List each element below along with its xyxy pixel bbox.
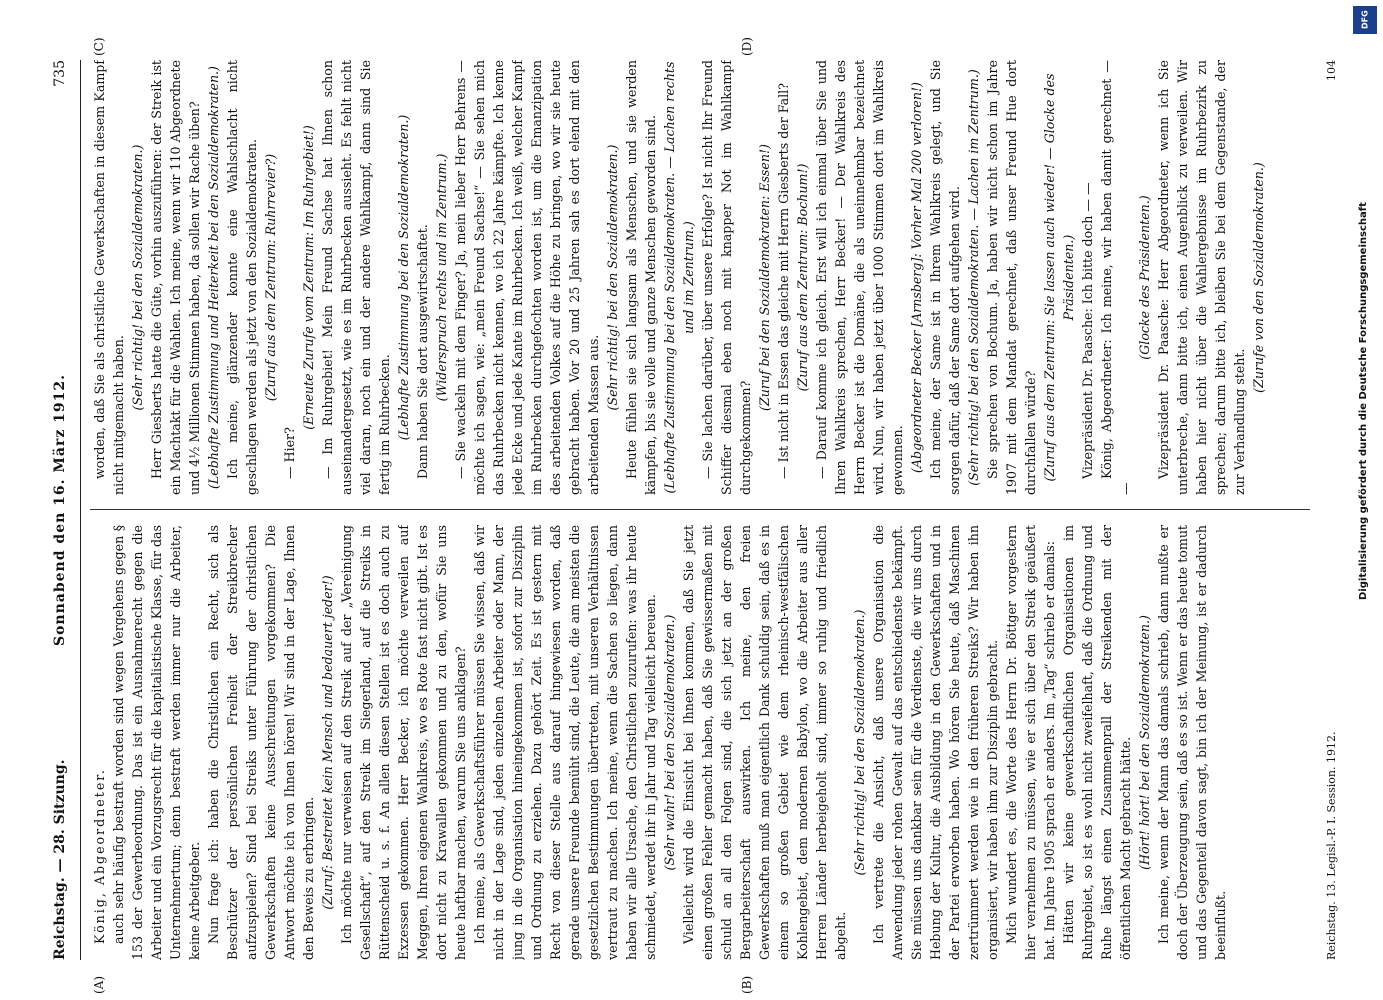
paragraph: (Zuruf bei den Sozialdemokraten: Essen!) [757, 144, 772, 411]
paragraph: Herr Giesberts hatte die Güte, vorhin auszuführen: der Streik ist ein Machtakt für die Wahlen. Ich meine, wenn wir 110 Abgeordnete und 4½ Millionen Stimmen haben, da sollen wir Rache üben? [149, 60, 202, 495]
paragraph: Ich möchte nur verweisen auf den Streik auf der „Vereinigung Gesellschaft“, auf den Streik im Siegerland, auf die Streiks in Rüttenscheid u. s. f. An allen diesen Stellen ist es doch auch zu Exzessen gekommen. Herr Becker, ich möchte verweilen auf Meggen, Ihren eigenen Wahlkreis, wo es Rote fast nicht gibt. Ist es dort nicht zu Krawallen gekommen und zu den, wofür Sie uns heute haftbar machen, warum Sie uns anklagen? [339, 525, 468, 960]
paragraph: König, Abgeordneter: Ich meine, wir haben damit gerechnet — — [1099, 60, 1133, 495]
paragraph: Ich vertrete die Ansicht, daß unsere Organisation die Anwendung jeder rohen Gewalt auf das entschiedenste bekämpft. Sie müssen uns dankbar sein für die Verdienste, die wir uns durch Hebung der Kultur, die Ausbildung in den Gewerkschaften und in der Partei erworben haben. Wo hören Sie heute, daß Maschinen zertrümmert werden wie in den früheren Streiks? Wir haben ihn organisiert, wir haben ihm zur Disziplin gebracht. [871, 525, 1000, 960]
paragraph: Ich meine, wenn der Mann das damals schrieb, dann mußte er doch der Überzeugung sein, daß es so ist. Wenn er das heute tomut und das Gegenteil davon sagt, bin ich der Meinung, ist er dadurch beeinflußt. [1156, 525, 1228, 960]
paragraph: Nun frage ich: haben die Christlichen ein Recht, sich als Beschützer der persönlichen Freiheit der Streikbrecher aufzuspielen? Sind bei Streiks unter Führung der christlichen Gewerkschaften keine Ausschreitungen vorgekommen? Die Antwort möchte ich von Ihnen hören! Wir sind in der Lage, Ihnen den Beweis zu erbringen. [206, 525, 316, 960]
margin-marker-d: (D) [740, 37, 754, 56]
paragraph: (Sehr wahr! bei den Sozialdemokraten.) [662, 614, 677, 871]
paragraph: worden, daß Sie als christliche Gewerkschaften in diesem Kampf nicht mitgemacht haben. [92, 60, 126, 495]
digitization-credit: Digitalisierung gefördert durch die Deutsche Forschungsgemeinschaft [1358, 202, 1369, 600]
footer-sheet-number: 104 [1325, 60, 1338, 81]
paragraph: Vielleicht wird die Einsicht bei Ihnen kommen, daß Sie jetzt einen großen Fehler gemacht haben, daß Sie gewissermaßen mit schuld an all den Folgen sind, die sich jetzt an der großen Bergarbeiterschaft auswirken. Ich meine, den freien Gewerkschaften muß man eigentlich Dank schuldig sein, daß es in einem so großen Gebiet wie dem rheinisch-westfälischen Kohlengebiet, dem modernen Babylon, wo die Arbeiter aus aller Herren Länder herbeigeholt sind, immer so ruhig und friedlich abgeht. [681, 525, 848, 960]
paragraph: Heute fühlen sie sich langsam als Menschen, und sie werden kämpfen, bis sie volle und ganze Menschen geworden sind. [624, 60, 658, 495]
paragraph: (Sehr richtig! bei den Sozialdemokraten.) [852, 609, 867, 876]
dfg-logo-icon: DFG [1353, 6, 1377, 34]
margin-marker-c: (C) [92, 37, 106, 56]
paragraph: — Ist nicht in Essen das gleiche mit Herrn Giesberts der Fall? [776, 83, 791, 479]
header-center: Sonnabend den 16. März 1912. [52, 374, 68, 647]
footer-session: Reichstag. 13. Legisl.-P. I. Session. 1912. [1325, 731, 1338, 960]
paragraph: (Widerspruch rechts und im Zentrum.) [434, 153, 449, 402]
paragraph: Hätten wir keine gewerkschaftlichen Organisationen im Ruhrgebiet, so ist es wohl nicht zweifelhaft, daß die Ordnung und Ruhe längst einen Zusammenprall der Streikenden mit der öffentlichen Macht gebracht hätte. [1061, 525, 1133, 960]
page-number: 735 [52, 60, 68, 87]
column-divider [90, 509, 1310, 510]
paragraph: Vizepräsident Dr. Paasche: Ich bitte doch — — [1080, 182, 1095, 479]
paragraph: (Zuruf aus dem Zentrum: Sie lassen auch wieder! — Glocke des Präsidenten.) [1042, 73, 1076, 482]
paragraph: Ich meine, glänzender konnte eine Wahlschlacht nicht geschlagen werden als jetzt von den Sozialdemokraten. [225, 60, 259, 495]
paragraph: (Hört! hört! bei den Sozialdemokraten.) [1137, 615, 1152, 870]
paragraph: Sie sprechen von Bochum. Ja, haben wir nicht schon im Jahre 1907 mit dem Mandat gerechnet, daß unser Freund Hue dort durchfallen würde? [985, 60, 1038, 495]
paragraph: — Hier? [282, 427, 297, 479]
paragraph: König, Abgeordneter. [92, 768, 107, 944]
left-text-column [90, 525, 1320, 960]
paragraph: (Zuruf: Bestreitet kein Mensch und bedauert jeder!) [320, 575, 335, 910]
paragraph: (Sehr richtig! bei den Sozialdemokraten.) [605, 144, 620, 411]
paragraph: (Sehr richtig! bei den Sozialdemokraten.) [130, 144, 145, 411]
paragraph: (Abgeordneter Becker [Arnsberg]: Vorher Mal 200 verloren!) [909, 82, 924, 473]
paragraph: Mich wundert es, die Worte des Herrn Dr. Böttger vorgestern hier vernehmen zu müssen, wie er sich über den Streik geäußert hat. Im Jahre 1905 sprach er anders. Im „Tag“ schrieb er damals: [1004, 525, 1057, 960]
paragraph: (Erneute Zurufe vom Zentrum: Im Ruhrgebiet!) [301, 125, 316, 430]
paragraph: (Sehr richtig! bei den Sozialdemokraten. — Lachen im Zentrum.) [966, 69, 981, 486]
paragraph: Ich meine, als Gewerkschaftsführer müssen Sie wissen, daß wir nicht in der Lage sind, jeden einzelnen Arbeiter oder Mann, der jung in die Organisation hineingekommen ist, sofort zur Disziplin und Ordnung zu erziehen. Dazu gehört Zeit. Es ist gestern mit Recht von dieser Stelle aus darauf hingewiesen worden, daß gerade unsere Freunde bemüht sind, die Leute, die am meisten die gesetzlichen Bestimmungen übertreten, mit unseren Verhältnissen vertraut zu machen. Ich meine, wenn die Sachen so liegen, dann haben wir alle Ursache, den Christlichen zuzurufen: was ihr heute schmiedet, werdet ihr in Jahr und Tag vielleicht bereuen. [472, 525, 658, 960]
paragraph: — Im Ruhrgebiet! Mein Freund Sachse hat Ihnen schon auseinandergesetzt, wie es im Ruhrbecken aussieht. Es fehlt nicht viel daran, noch ein und der andere Wahlkampf, dann sind Sie fertig im Ruhrbecken. [320, 60, 392, 495]
paragraph: — Darauf komme ich gleich. Erst will ich einmal über Sie und Ihren Wahlkreis sprechen, Herr Becker! — Der Wahlkreis des Herrn Becker ist die Domäne, die als uneinnehmbar bezeichnet wird. Nun, wir haben jetzt über 1000 Stimmen dort im Wahlkreis gewonnen. [814, 60, 905, 495]
paragraph: Ich meine, der Same ist in Ihrem Wahlkreis gelegt, und Sie sorgen dafür, daß der Same dort aufgehen wird. [928, 60, 962, 495]
paragraph: (Lebhafte Zustimmung und Heiterkeit bei den Sozialdemokraten.) [206, 66, 221, 489]
header-left: Reichstag. — 28. Sitzung. [52, 759, 68, 960]
margin-marker-a: (A) [92, 975, 106, 994]
page-header [40, 60, 81, 960]
paragraph: (Lebhafte Zustimmung bei den Sozialdemokraten.) [396, 114, 411, 441]
paragraph: (Zuruf aus dem Zentrum: Ruhrrevier?) [263, 153, 278, 402]
right-text-column [90, 60, 1320, 495]
margin-marker-b: (B) [740, 975, 754, 994]
paragraph: (Zurufe von den Sozialdemokraten.) [1251, 162, 1266, 393]
paragraph: (Lebhafte Zustimmung bei den Sozialdemokraten. — Lachen rechts und im Zentrum.) [662, 61, 696, 494]
paragraph: — Sie lachen darüber, über unsere Erfolge? Ist nicht Ihr Freund Schiffer diesmal eben noch mit knapper Not im Wahlkampf durchgekommen? [700, 60, 753, 495]
paragraph: Vizepräsident Dr. Paasche: Herr Abgeordneter, wenn ich Sie unterbreche, dann bitte ich, einen Augenblick zu verweilen. Wir haben hier nicht über die Wahlergebnisse im Ruhrbezirk zu sprechen; darum bitte ich, bleiben Sie bei dem Gegenstande, der zur Verhandlung steht. [1156, 60, 1247, 495]
paragraph: auch sehr häufig bestraft worden sind wegen Vergehens gegen § 153 der Gewerbeordnung. Das ist ein Ausnahmerecht gegen die Arbeiter und ein Vorzugsrecht für die kapitalistische Klasse, für das Unternehmertum; denn bestraft werden immer nur die Arbeiter, keine Arbeitgeber. [111, 525, 202, 960]
paragraph: Dann haben Sie dort ausgewirtschaftet. [415, 224, 430, 479]
paragraph: — Sie wackeln mit dem Finger? Ja, mein lieber Herr Behrens — möchte ich sagen, wie: „mein Freund Sachse!“ — Sie sehen mich das Ruhrbecken nicht kennen, wo ich 22 Jahre kämpfte. Ich kenne jede Ecke und jede Kante im Ruhrbecken. Ich weiß, welcher Kampf im Ruhrbecken durchgefochten worden ist, um die Emanzipation des arbeitenden Volkes auf die Höhe zu bringen, wo wir sie heute gebracht haben. Vor 20 und 25 Jahren sah es dort elend mit den arbeitenden Massen aus. [453, 60, 601, 495]
paragraph: (Glocke des Präsidenten.) [1137, 195, 1152, 360]
paragraph: (Zuruf aus dem Zentrum: Bochum!) [795, 163, 810, 392]
rotated-page-content [40, 37, 1340, 994]
page-footer [1325, 60, 1339, 960]
